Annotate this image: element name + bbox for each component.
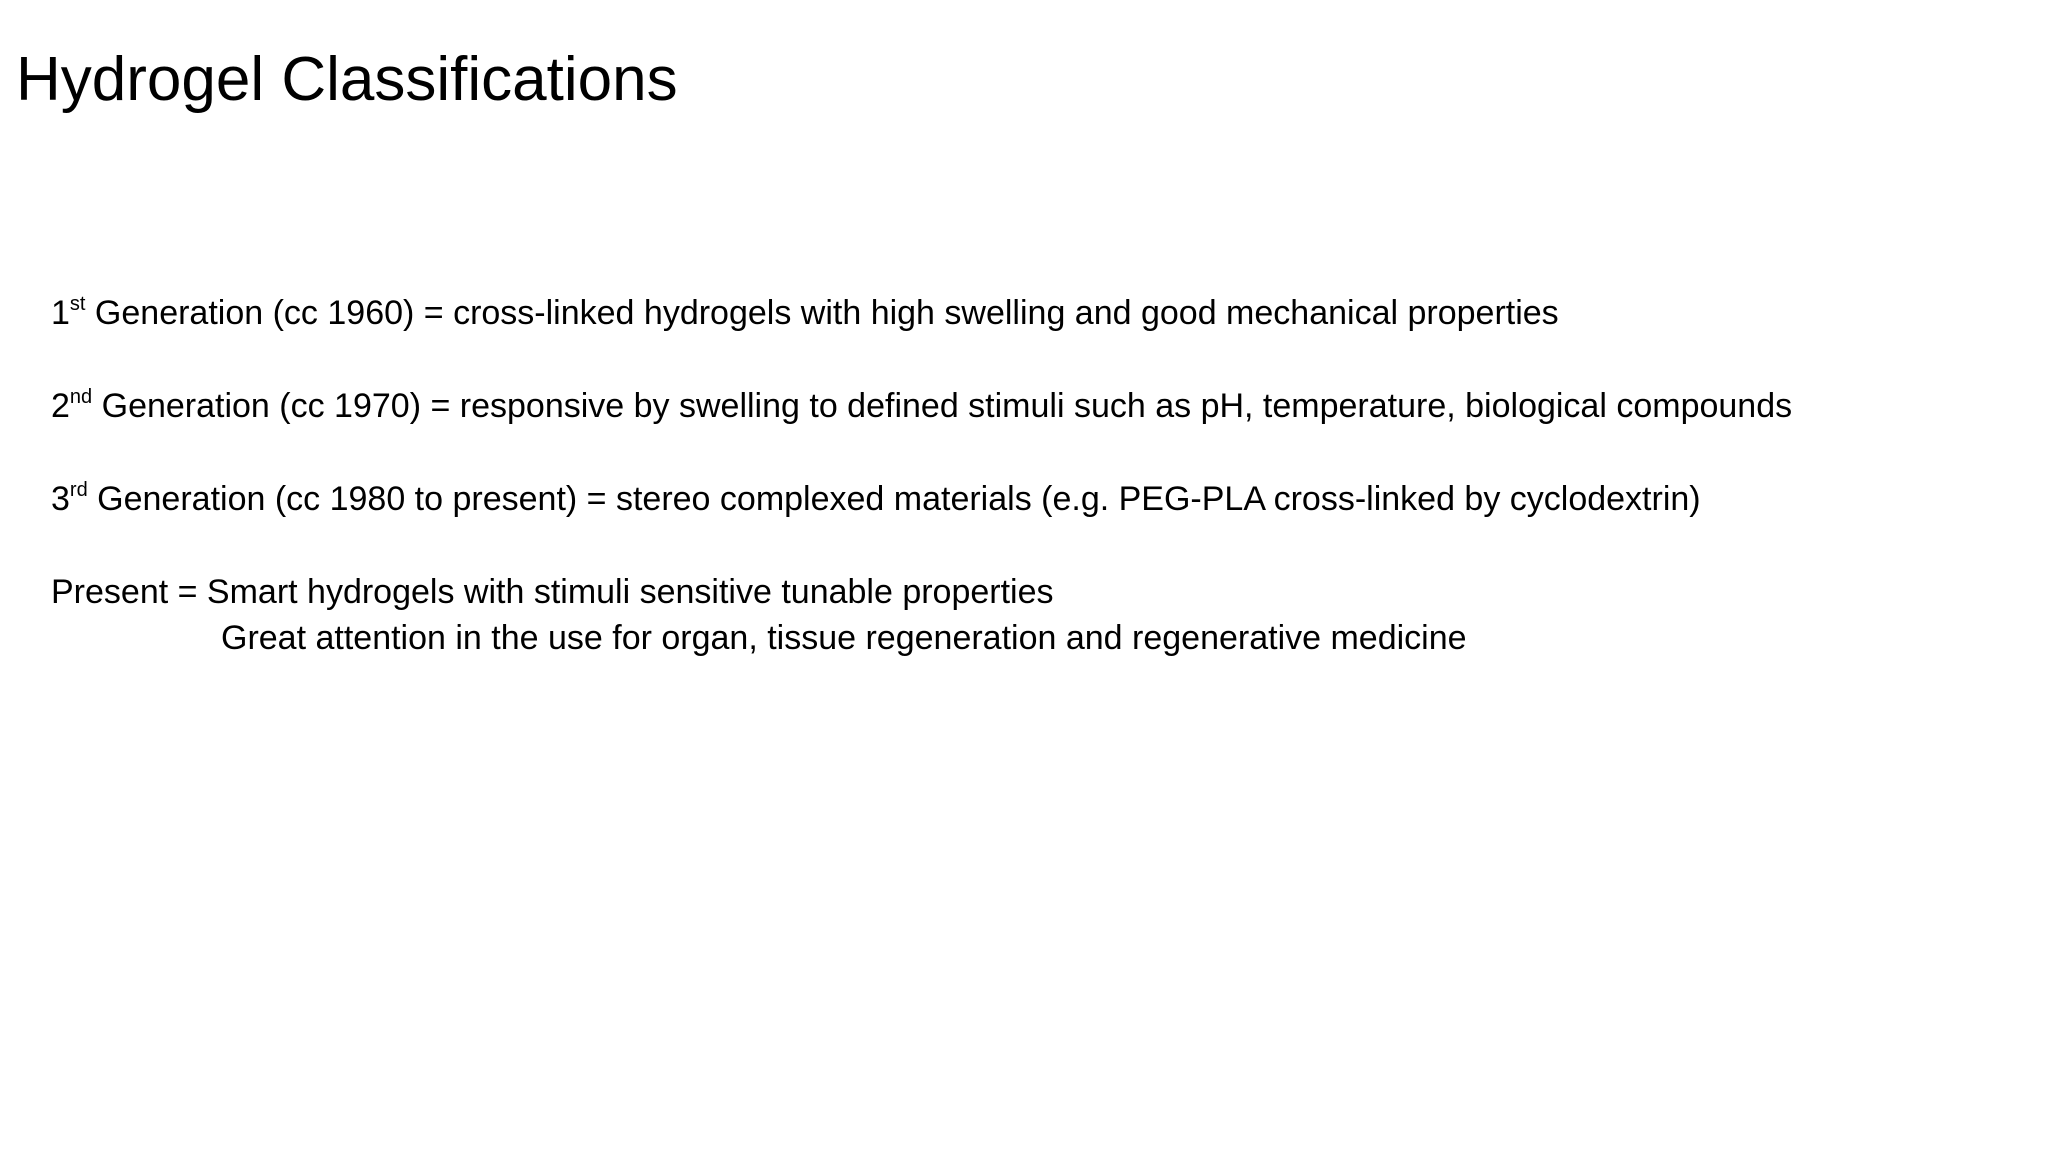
generation-description: Generation (cc 1970) = responsive by swelling to defined stimuli such as pH, temperature, biological compounds (92, 387, 1793, 425)
spacer (51, 429, 1792, 476)
generation-item-3 (51, 476, 1792, 522)
slide-title: Hydrogel Classifications (16, 45, 678, 114)
generation-item-2 (51, 383, 1792, 429)
generation-description: Generation (cc 1960) = cross-linked hydrogels with high swelling and good mechanical properties (85, 294, 1559, 332)
generation-description: Generation (cc 1980 to present) = stereo complexed materials (e.g. PEG-PLA cross-linked by cyclodextrin) (87, 480, 1701, 518)
generation-ordinal: 2 (51, 387, 70, 425)
ordinal-suffix: rd (69, 479, 88, 501)
generation-item-1 (51, 290, 1792, 336)
present-line-1: Present = Smart hydrogels with stimuli sensitive tunable properties (51, 573, 1054, 611)
ordinal-suffix: nd (69, 386, 93, 408)
spacer (51, 522, 1792, 569)
slide-body (51, 290, 1792, 661)
spacer (51, 336, 1792, 383)
generation-ordinal: 3 (51, 480, 70, 518)
present-line-2: Great attention in the use for organ, tissue regeneration and regenerative medicine (221, 619, 1467, 657)
generation-ordinal: 1 (51, 294, 70, 332)
ordinal-suffix: st (69, 293, 86, 315)
